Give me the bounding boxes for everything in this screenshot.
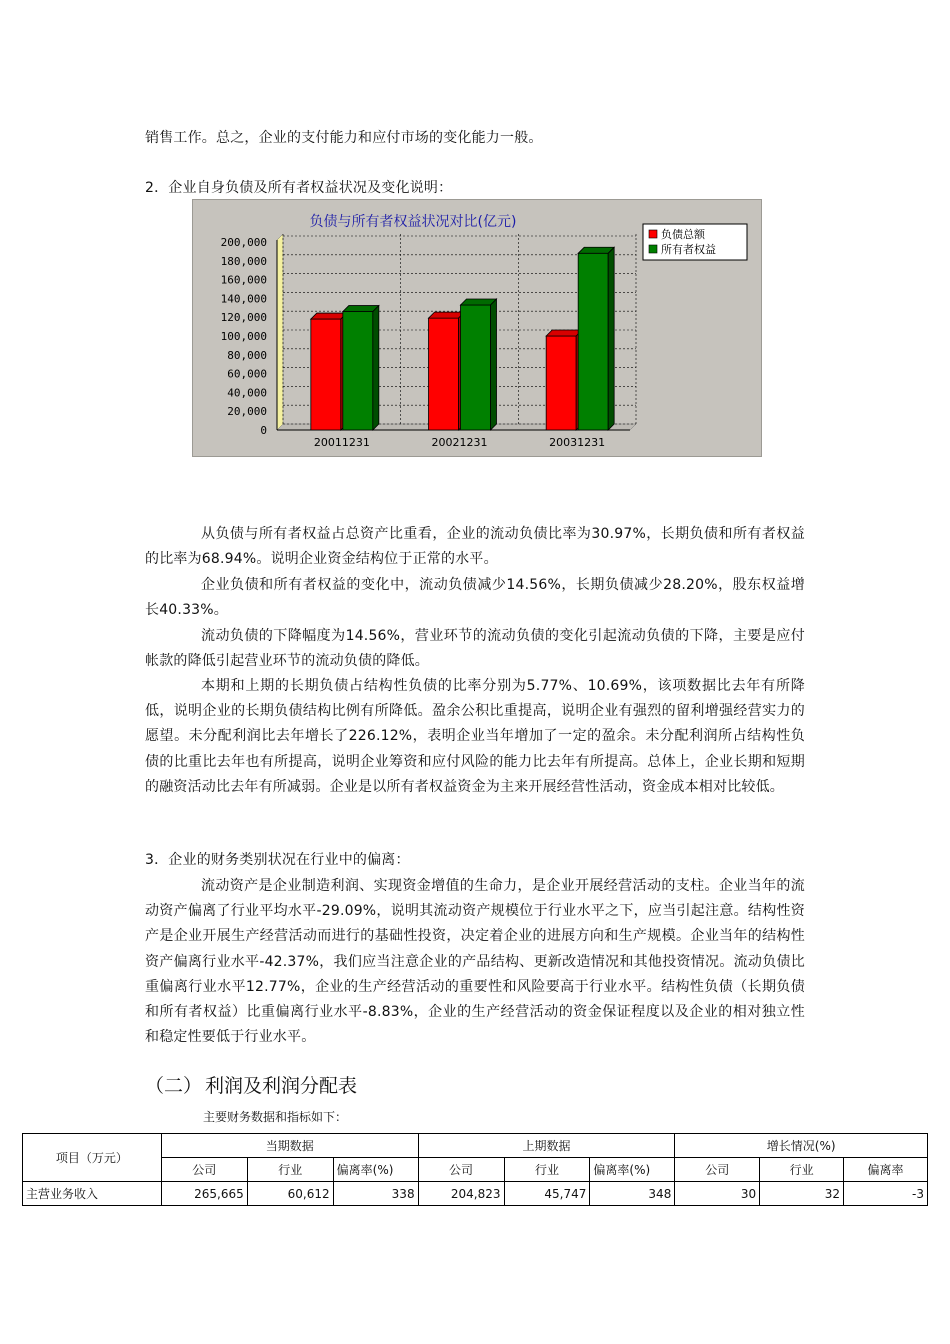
subheader: 公司 [161, 1158, 247, 1182]
bar [311, 319, 341, 430]
x-tick-label: 20031231 [549, 436, 606, 449]
legend-label-debt: 负债总额 [661, 228, 705, 241]
bar-side [491, 299, 497, 430]
y-tick-label: 140,000 [220, 292, 267, 306]
bar-chart [192, 199, 762, 457]
header-group-current: 当期数据 [161, 1134, 418, 1158]
subheader: 偏离率 [844, 1158, 928, 1182]
legend-swatch-equity [649, 245, 657, 253]
header-group-growth: 增长情况(%) [675, 1134, 928, 1158]
y-tick-label: 0 [260, 424, 267, 437]
header-group-previous: 上期数据 [418, 1134, 675, 1158]
subheader: 行业 [760, 1158, 844, 1182]
section-number: （二） [145, 1075, 203, 1097]
header-item: 项目（万元） [23, 1134, 162, 1182]
financial-table [22, 1133, 928, 1206]
y-tick-label: 80,000 [227, 348, 267, 362]
subheader: 偏离率(%) [590, 1158, 675, 1182]
subheader: 行业 [247, 1158, 333, 1182]
y-tick-label: 60,000 [227, 367, 267, 381]
subsection-heading: 3．企业的财务类别状况在行业中的偏离： [145, 852, 410, 868]
text-line: 销售工作。总之，企业的支付能力和应付市场的变化能力一般。 [145, 130, 543, 146]
bar [343, 312, 373, 430]
legend-swatch-debt [649, 230, 657, 238]
y-tick-label: 20,000 [227, 405, 267, 419]
section-title-text: 利润及利润分配表 [205, 1075, 358, 1097]
table-row [23, 1182, 928, 1206]
y-tick-label: 200,000 [220, 236, 267, 249]
table-cell: -3 [844, 1182, 928, 1206]
table-cell: 348 [590, 1182, 675, 1206]
category-labels [314, 436, 605, 449]
x-tick-label: 20011231 [313, 436, 370, 449]
bar [429, 318, 459, 430]
table-cell: 338 [333, 1182, 418, 1206]
chart-legend [643, 224, 747, 260]
table-cell: 204,823 [418, 1182, 504, 1206]
table-cell: 30 [675, 1182, 760, 1206]
y-tick-label: 160,000 [220, 273, 267, 287]
subheader: 偏离率(%) [333, 1158, 418, 1182]
table-cell: 265,665 [161, 1182, 247, 1206]
subheader: 公司 [418, 1158, 504, 1182]
paragraph: 流动资产是企业制造利润、实现资金增值的生命力，是企业开展经营活动的支柱。企业当年的流动资产偏离了行业平均水平-29.09%，说明其流动资产规模位于行业水平之下，应当引起注意。结构性资产是企业开展生产经营活动而进行的基础性投资，决定着企业的进展方向和生产规模。企业当年的结构性资产偏离行业水平-42.37%，我们应当注意企业的产品结构、更新改造情况和其他投资情况。流动负债比重偏离行业水平12.77%，企业的生产经营活动的重要性和风险要高于行业水平。结构性负债（长期负债和所有者权益）比重偏离行业水平-8.83%，企业的生产经营活动的资金保证程度以及企业的相对独立性和稳定性要低于行业水平。 [145, 878, 805, 1046]
left-wall [277, 234, 283, 430]
bar-side [608, 247, 614, 430]
table-cell: 45,747 [504, 1182, 590, 1206]
section-title [145, 1073, 357, 1099]
table-header-row [23, 1134, 928, 1158]
paragraph: 从负债与所有者权益占总资产比重看，企业的流动负债比率为30.97%，长期负债和所有者权益的比率为68.94%。说明企业资金结构位于正常的水平。 [145, 526, 805, 568]
chart-title: 负债与所有者权益状况对比(亿元) [309, 214, 517, 230]
paragraph: 流动负债的下降幅度为14.56%，营业环节的流动负债的变化引起流动负债的下降，主要是应付帐款的降低引起营业环节的流动负债的降低。 [145, 628, 805, 670]
row-label: 主营业务收入 [23, 1182, 162, 1206]
table-caption: 主要财务数据和指标如下： [203, 1110, 348, 1124]
bar-side [373, 306, 379, 430]
legend-label-equity: 所有者权益 [661, 243, 716, 256]
y-tick-label: 180,000 [220, 254, 267, 268]
y-tick-label: 120,000 [220, 311, 267, 325]
subheader: 公司 [675, 1158, 760, 1182]
y-tick-label: 100,000 [220, 330, 267, 343]
chart-canvas [193, 200, 763, 458]
x-tick-label: 20021231 [431, 436, 488, 449]
bar [546, 336, 576, 430]
table-cell: 60,612 [247, 1182, 333, 1206]
subheader: 行业 [504, 1158, 590, 1182]
table-cell: 32 [760, 1182, 844, 1206]
y-tick-label: 40,000 [227, 386, 267, 400]
bar [578, 253, 608, 430]
paragraph: 企业负债和所有者权益的变化中，流动负债减少14.56%，长期负债减少28.20%，股东权益增长40.33%。 [145, 577, 805, 619]
subsection-heading: 2．企业自身负债及所有者权益状况及变化说明： [145, 180, 453, 196]
bar [461, 305, 491, 430]
paragraph: 本期和上期的长期负债占结构性负债的比率分别为5.77%、10.69%，该项数据比去年有所降低，说明企业的长期负债结构比例有所降低。盈余公积比重提高，说明企业有强烈的留利增强经营实力的愿望。未分配利润比去年增长了226.12%，表明企业当年增加了一定的盈余。未分配利润所占结构性负债的比重比去年也有所提高，说明企业筹资和应付风险的能力比去年有所提高。总体上，企业长期和短期的融资活动比去年有所减弱。企业是以所有者权益资金为主来开展经营性活动，资金成本相对比较低。 [145, 678, 805, 795]
